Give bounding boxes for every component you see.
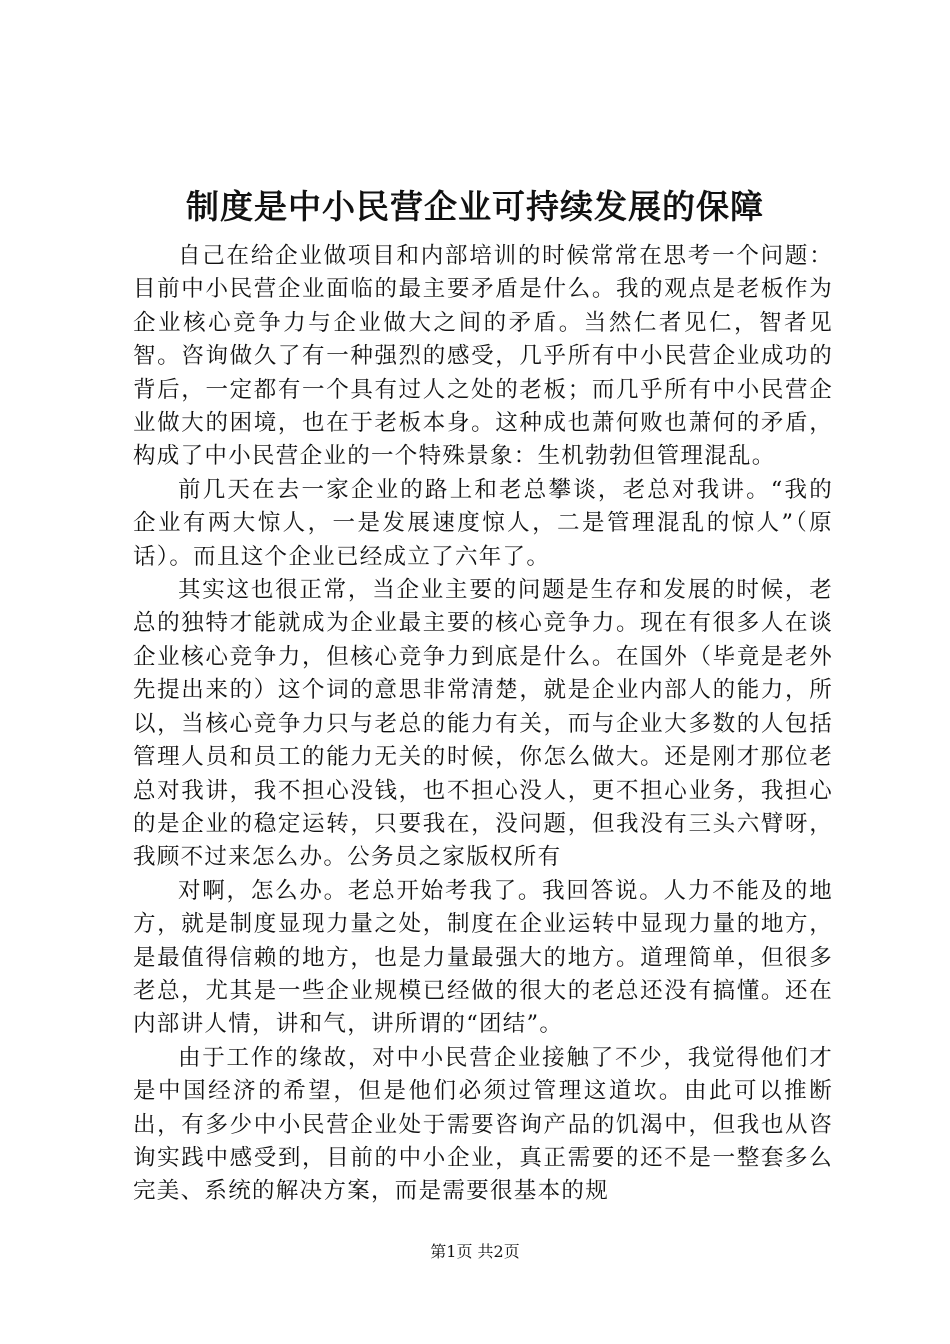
document-body xyxy=(133,240,833,1209)
paragraph: 其实这也很正常，当企业主要的问题是生存和发展的时候，老总的独特才能就成为企业最主要的核心竞争力。现在有很多人在谈企业核心竞争力，但核心竞争力到底是什么。在国外（毕竟是老外先提出来的）这个词的意思非常清楚，就是企业内部人的能力，所以，当核心竞争力只与老总的能力有关，而与企业大多数的人包括管理人员和员工的能力无关的时候，你怎么做大。还是刚才那位老总对我讲，我不担心没钱，也不担心没人，更不担心业务，我担心的是企业的稳定运转，只要我在，没问题，但我没有三头六臂呀，我顾不过来怎么办。公务员之家版权所有 xyxy=(133,577,833,871)
document-title: 制度是中小民营企业可持续发展的保障 xyxy=(186,187,764,226)
page-number-total: 共2页 xyxy=(477,1242,520,1261)
paragraph: 由于工作的缘故，对中小民营企业接触了不少，我觉得他们才是中国经济的希望，但是他们必须过管理这道坎。由此可以推断出，有多少中小民营企业处于需要咨询产品的饥渴中，但我也从咨询实践中感受到，目前的中小企业，真正需要的还不是一整套多么完美、系统的解决方案，而是需要很基本的规 xyxy=(133,1044,833,1205)
paragraph: 对啊，怎么办。老总开始考我了。我回答说。人力不能及的地方，就是制度显现力量之处，制度在企业运转中显现力量的地方，是最值得信赖的地方，也是力量最强大的地方。道理简单，但很多老总，尤其是一些企业规模已经做的很大的老总还没有搞懂。还在内部讲人情，讲和气，讲所谓的“团结”。 xyxy=(133,877,833,1038)
paragraph: 自己在给企业做项目和内部培训的时候常常在思考一个问题：目前中小民营企业面临的最主要矛盾是什么。我的观点是老板作为企业核心竞争力与企业做大之间的矛盾。当然仁者见仁，智者见智。咨询做久了有一种强烈的感受，几乎所有中小民营企业成功的背后，一定都有一个具有过人之处的老板；而几乎所有中小民营企业做大的困境，也在于老板本身。这种成也萧何败也萧何的矛盾，构成了中小民营企业的一个特殊景象：生机勃勃但管理混乱。 xyxy=(133,243,833,470)
page-number-current: 第1页 xyxy=(430,1242,473,1261)
page-footer xyxy=(0,1240,950,1264)
paragraph: 前几天在去一家企业的路上和老总攀谈，老总对我讲。“我的企业有两大惊人，一是发展速度惊人，二是管理混乱的惊人”（原话）。而且这个企业已经成立了六年了。 xyxy=(133,476,833,570)
